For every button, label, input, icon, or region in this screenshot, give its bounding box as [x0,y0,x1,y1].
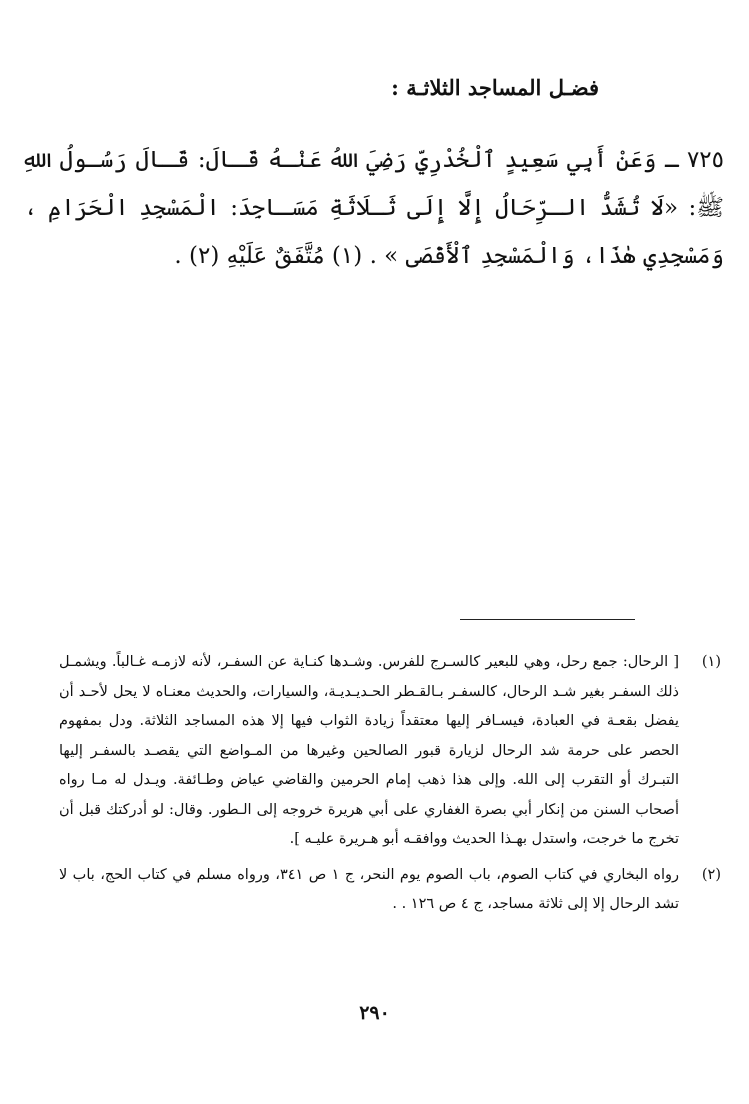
hadith-number: ٧٢٥ [686,147,724,173]
footnote-2-number: (٢) [701,866,721,883]
footnote-2 [59,861,721,920]
footnote-ref-2: (٢) [188,243,220,269]
footnote-1-number: (١) [701,654,721,670]
footnotes [59,648,721,926]
hadith-paragraph [24,136,724,280]
footnote-2-text: رواه البخاري في كتاب الصوم، باب الصوم يوم النحر، ج ١ ص ٣٤١، ورواه مسلم في كتاب الحج، باب لا تشد الرحال إلا إلى ثلاثة مساجد، ج ٤ ص ١٢٦ . . [59,866,680,912]
end-mark: . [174,243,182,269]
footnote-1-text: [ الرحال: جمع رحل، وهي للبعير كالسـرج للفرس. وشـدها كنـاية عن السفـر، لأنه لازمـه غـالباً. ويشمـل ذلك السفـر بغير شـد الرحال، كالسفـر بـالقـطر الحـديـديـة، والسيارات، والحديث معنـاه لا يحل لأحـد أن يفضل بقعـة في العبادة، فيسـافر إليها معتقداً زيادة الثواب فيها إلا هذه المساجد الثلاثة. ودل بمفهوم الحصر على حرمة شد الرحال لزيارة قبور الصالحين وغيرها من المـواضع التي يقصـد بالسفـر إليها التبـرك أو التقرب إلى الله. وإلى هذا ذهب إمام الحرمين والقاضي عياض وطـائفة. ويـدل له مـا رواه أصحاب السنن من إنكار أبي بصرة الغفاري على أبي هريرة خروجه إلى الـطور. وقال: لو أدركتك قبل أن تخرج ما خرجت، واستدل بهـذا الحديث ووافقـه أبو هـريرة عليـه ]. [59,654,679,847]
footnote-ref-1: (١) [331,243,363,269]
hadith-attribution: مُتَّفَقٌ عَلَيْهِ [226,243,325,269]
footnote-1 [59,648,721,855]
hadith-text: ـ وَعَنْ أَبِي سَعِيدٍ ٱلْخُدْرِيِّ رَضِيَ اللهُ عَنْـهُ قَـالَ: قَـالَ رَسُـولُ اللهِ ﷺ: «لَا تُشَدُّ الـرِّحَالُ إِلَّا إِلَى ثَـلَاثَةِ مَسَـاجِدَ: الْمَسْجِدِ الْحَرَامِ ، وَمَسْجِدِي هٰذَا، وَالْمَسْجِدِ ٱلْأَقْصَى » . [24,147,724,269]
footnote-separator [460,619,635,620]
page-number: ٢٩٠ [359,1002,390,1024]
section-heading: فضـل المساجد الثلاثـة : [391,75,599,100]
